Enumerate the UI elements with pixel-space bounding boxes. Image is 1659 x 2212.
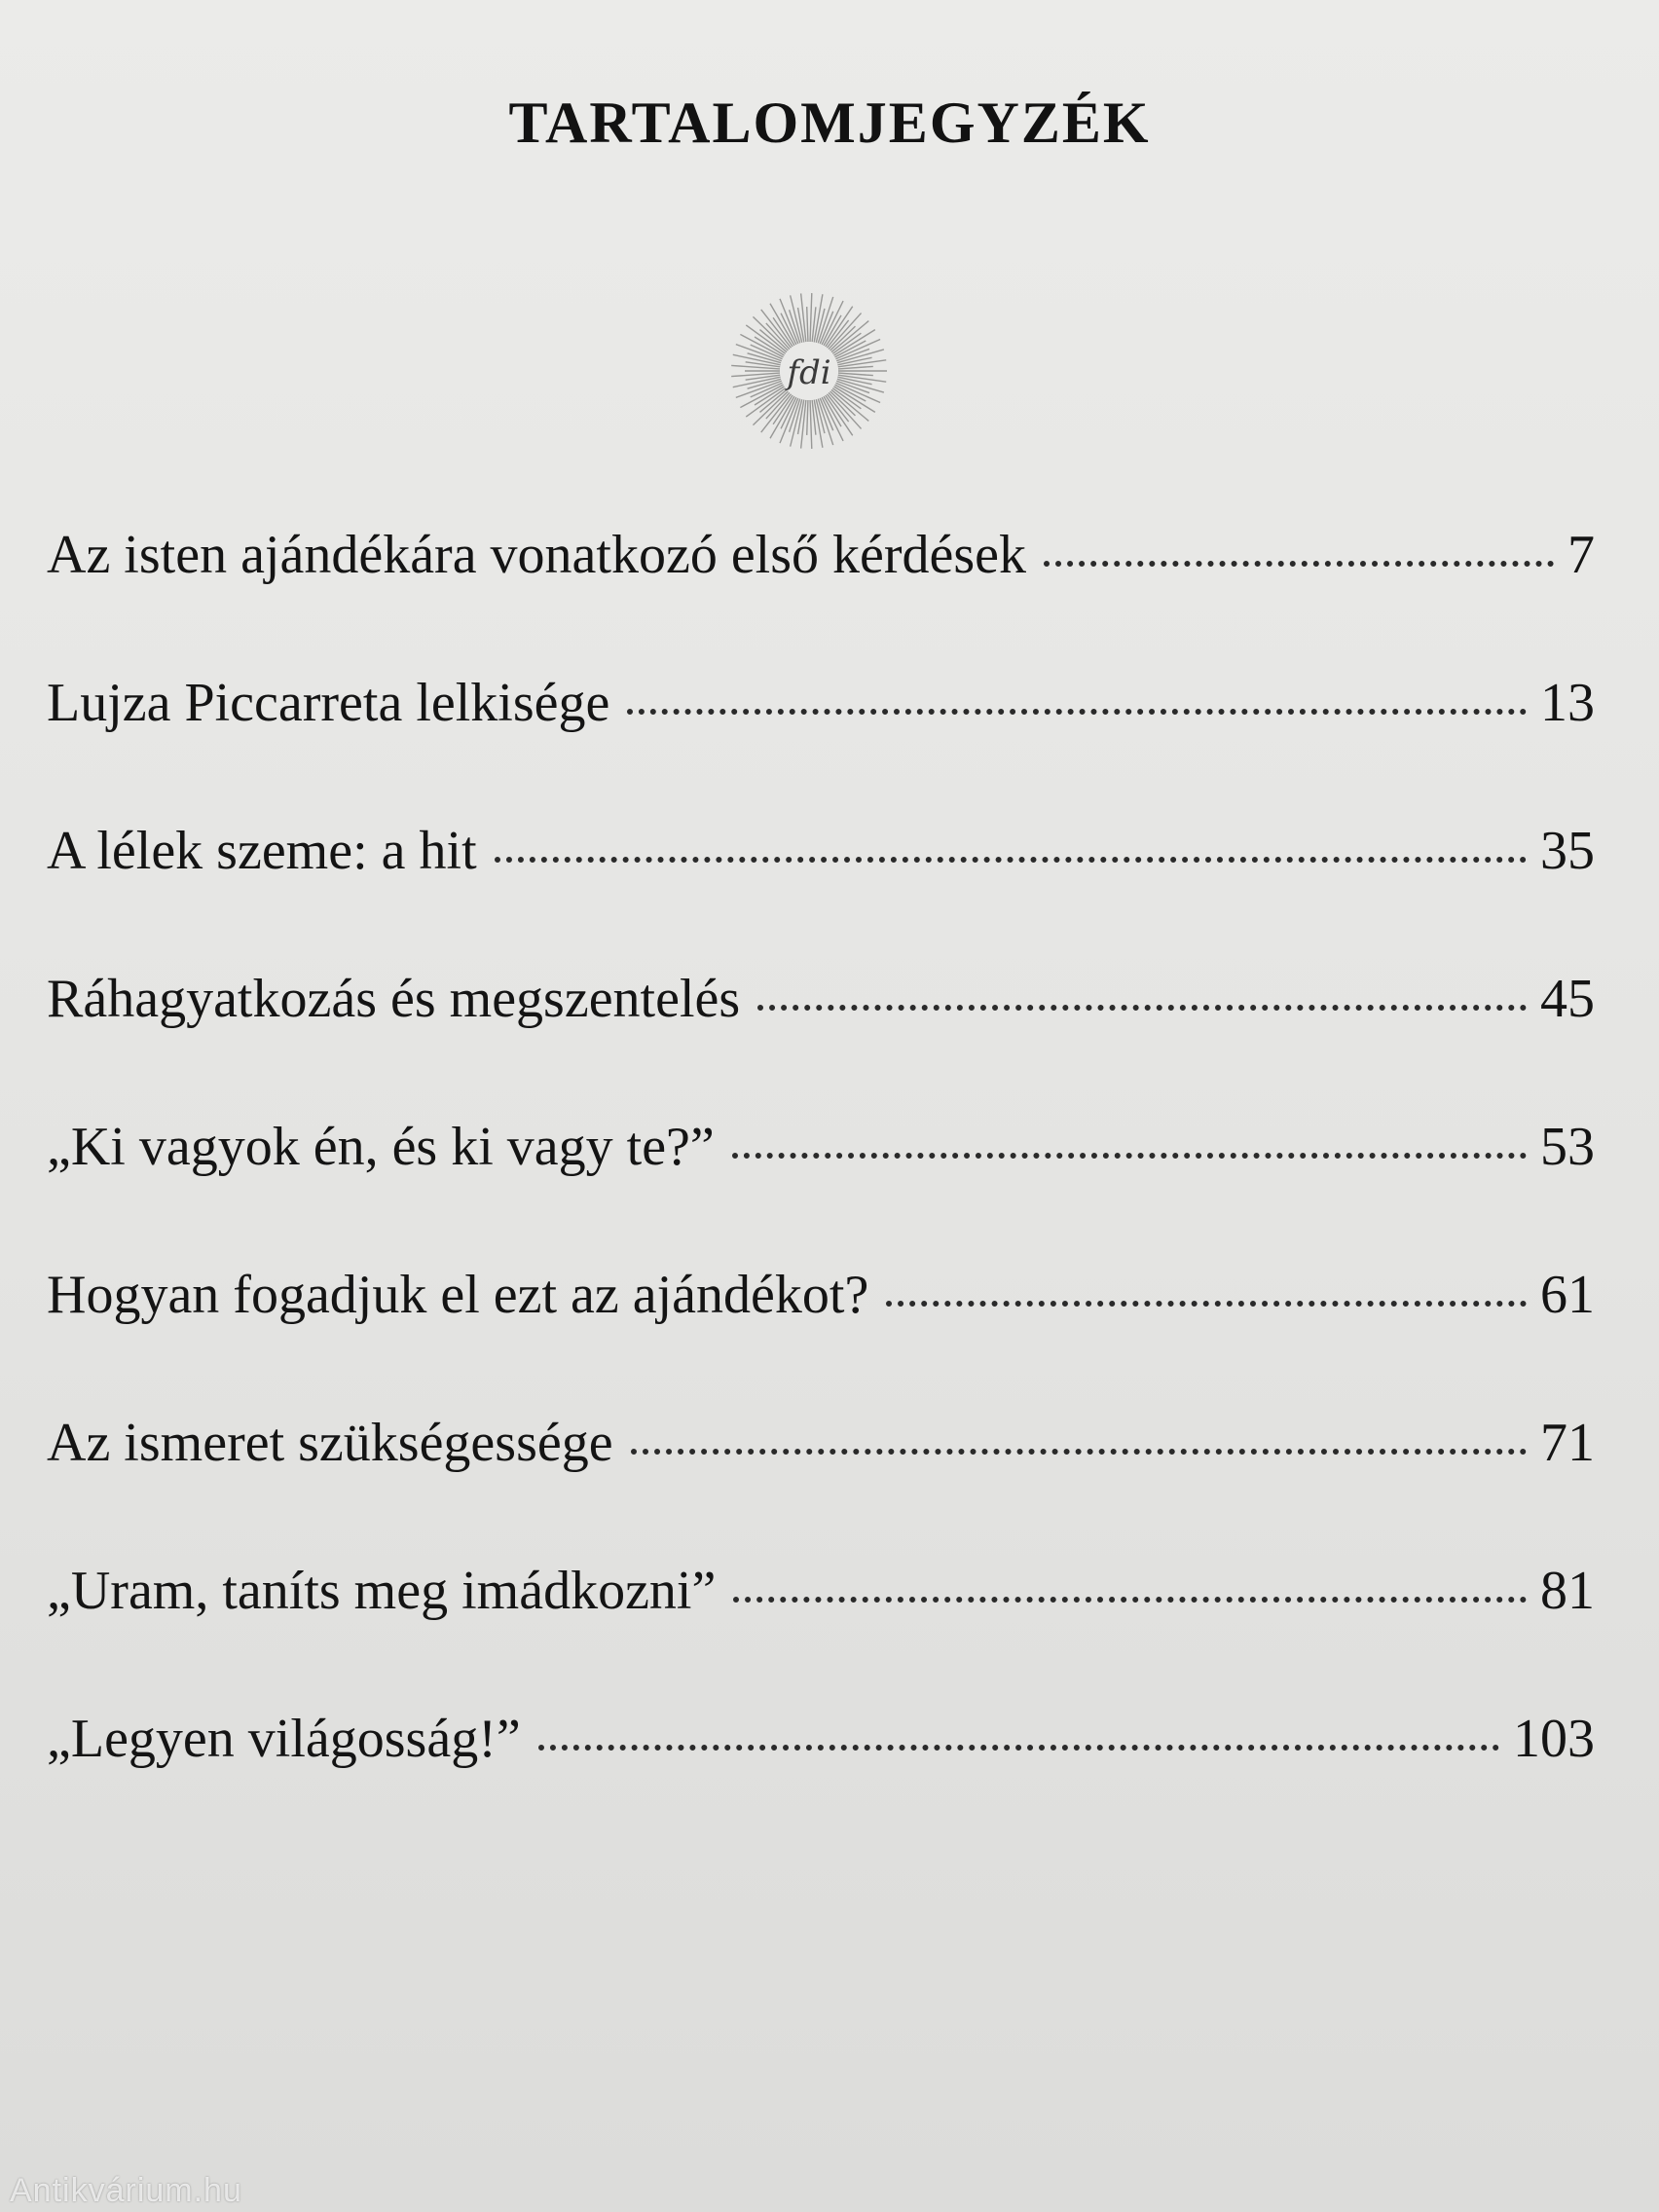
sunburst-ray xyxy=(838,366,873,369)
monogram-text: fdi xyxy=(787,353,831,392)
toc-entry-page: 71 xyxy=(1540,1413,1595,1473)
toc-entry-page: 7 xyxy=(1567,525,1595,585)
monogram-sunburst-icon xyxy=(728,290,890,452)
toc-entry-title: Az ismeret szükségessége xyxy=(47,1413,613,1473)
sunburst-ray xyxy=(810,293,812,342)
toc-entry-page: 35 xyxy=(1540,821,1595,881)
sunburst-ray xyxy=(838,373,873,376)
toc-entry-title: „Uram, taníts meg imádkozni” xyxy=(47,1561,717,1621)
table-of-contents xyxy=(47,516,1595,1848)
sunburst-ray xyxy=(807,307,808,342)
toc-entry-page: 103 xyxy=(1513,1709,1595,1769)
sunburst-ray xyxy=(807,400,808,435)
toc-entry-1[interactable] xyxy=(47,516,1595,664)
toc-entry-2[interactable] xyxy=(47,664,1595,812)
dot-leader xyxy=(631,1449,1527,1455)
dot-leader xyxy=(757,1005,1527,1011)
toc-entry-9[interactable] xyxy=(47,1700,1595,1848)
sunburst-ray xyxy=(810,400,812,449)
toc-entry-title: „Ki vagyok én, és ki vagy te?” xyxy=(47,1117,715,1177)
dot-leader xyxy=(495,857,1527,863)
toc-entry-3[interactable] xyxy=(47,812,1595,960)
toc-entry-title: Lujza Piccarreta lelkisége xyxy=(47,673,610,733)
sunburst-ray xyxy=(801,293,806,342)
toc-entry-title: Ráhagyatkozás és megszentelés xyxy=(47,969,741,1029)
toc-entry-4[interactable] xyxy=(47,960,1595,1108)
dot-leader xyxy=(1044,561,1554,567)
toc-entry-page: 45 xyxy=(1540,969,1595,1029)
toc-entry-title: „Legyen világosság!” xyxy=(47,1709,521,1769)
toc-entry-title: A lélek szeme: a hit xyxy=(47,821,477,881)
page-title: TARTALOMJEGYZÉK xyxy=(508,91,1151,155)
toc-entry-7[interactable] xyxy=(47,1404,1595,1552)
toc-entry-6[interactable] xyxy=(47,1256,1595,1404)
toc-entry-5[interactable] xyxy=(47,1108,1595,1256)
dot-leader xyxy=(733,1597,1527,1603)
toc-entry-page: 81 xyxy=(1540,1561,1595,1621)
dot-leader xyxy=(627,709,1527,715)
watermark: Antikvárium.hu xyxy=(10,2172,242,2209)
dot-leader xyxy=(732,1153,1527,1159)
sunburst-ray xyxy=(801,400,806,449)
dot-leader xyxy=(886,1301,1527,1307)
toc-entry-page: 61 xyxy=(1540,1265,1595,1325)
sunburst-ray xyxy=(746,375,781,380)
toc-entry-8[interactable] xyxy=(47,1552,1595,1700)
toc-entry-title: Az isten ajándékára vonatkozó első kérdések xyxy=(47,525,1027,585)
dot-leader xyxy=(538,1745,1499,1751)
toc-entry-page: 53 xyxy=(1540,1117,1595,1177)
toc-entry-page: 13 xyxy=(1540,673,1595,733)
sunburst-ray xyxy=(746,362,781,367)
toc-entry-title: Hogyan fogadjuk el ezt az ajándékot? xyxy=(47,1265,869,1325)
